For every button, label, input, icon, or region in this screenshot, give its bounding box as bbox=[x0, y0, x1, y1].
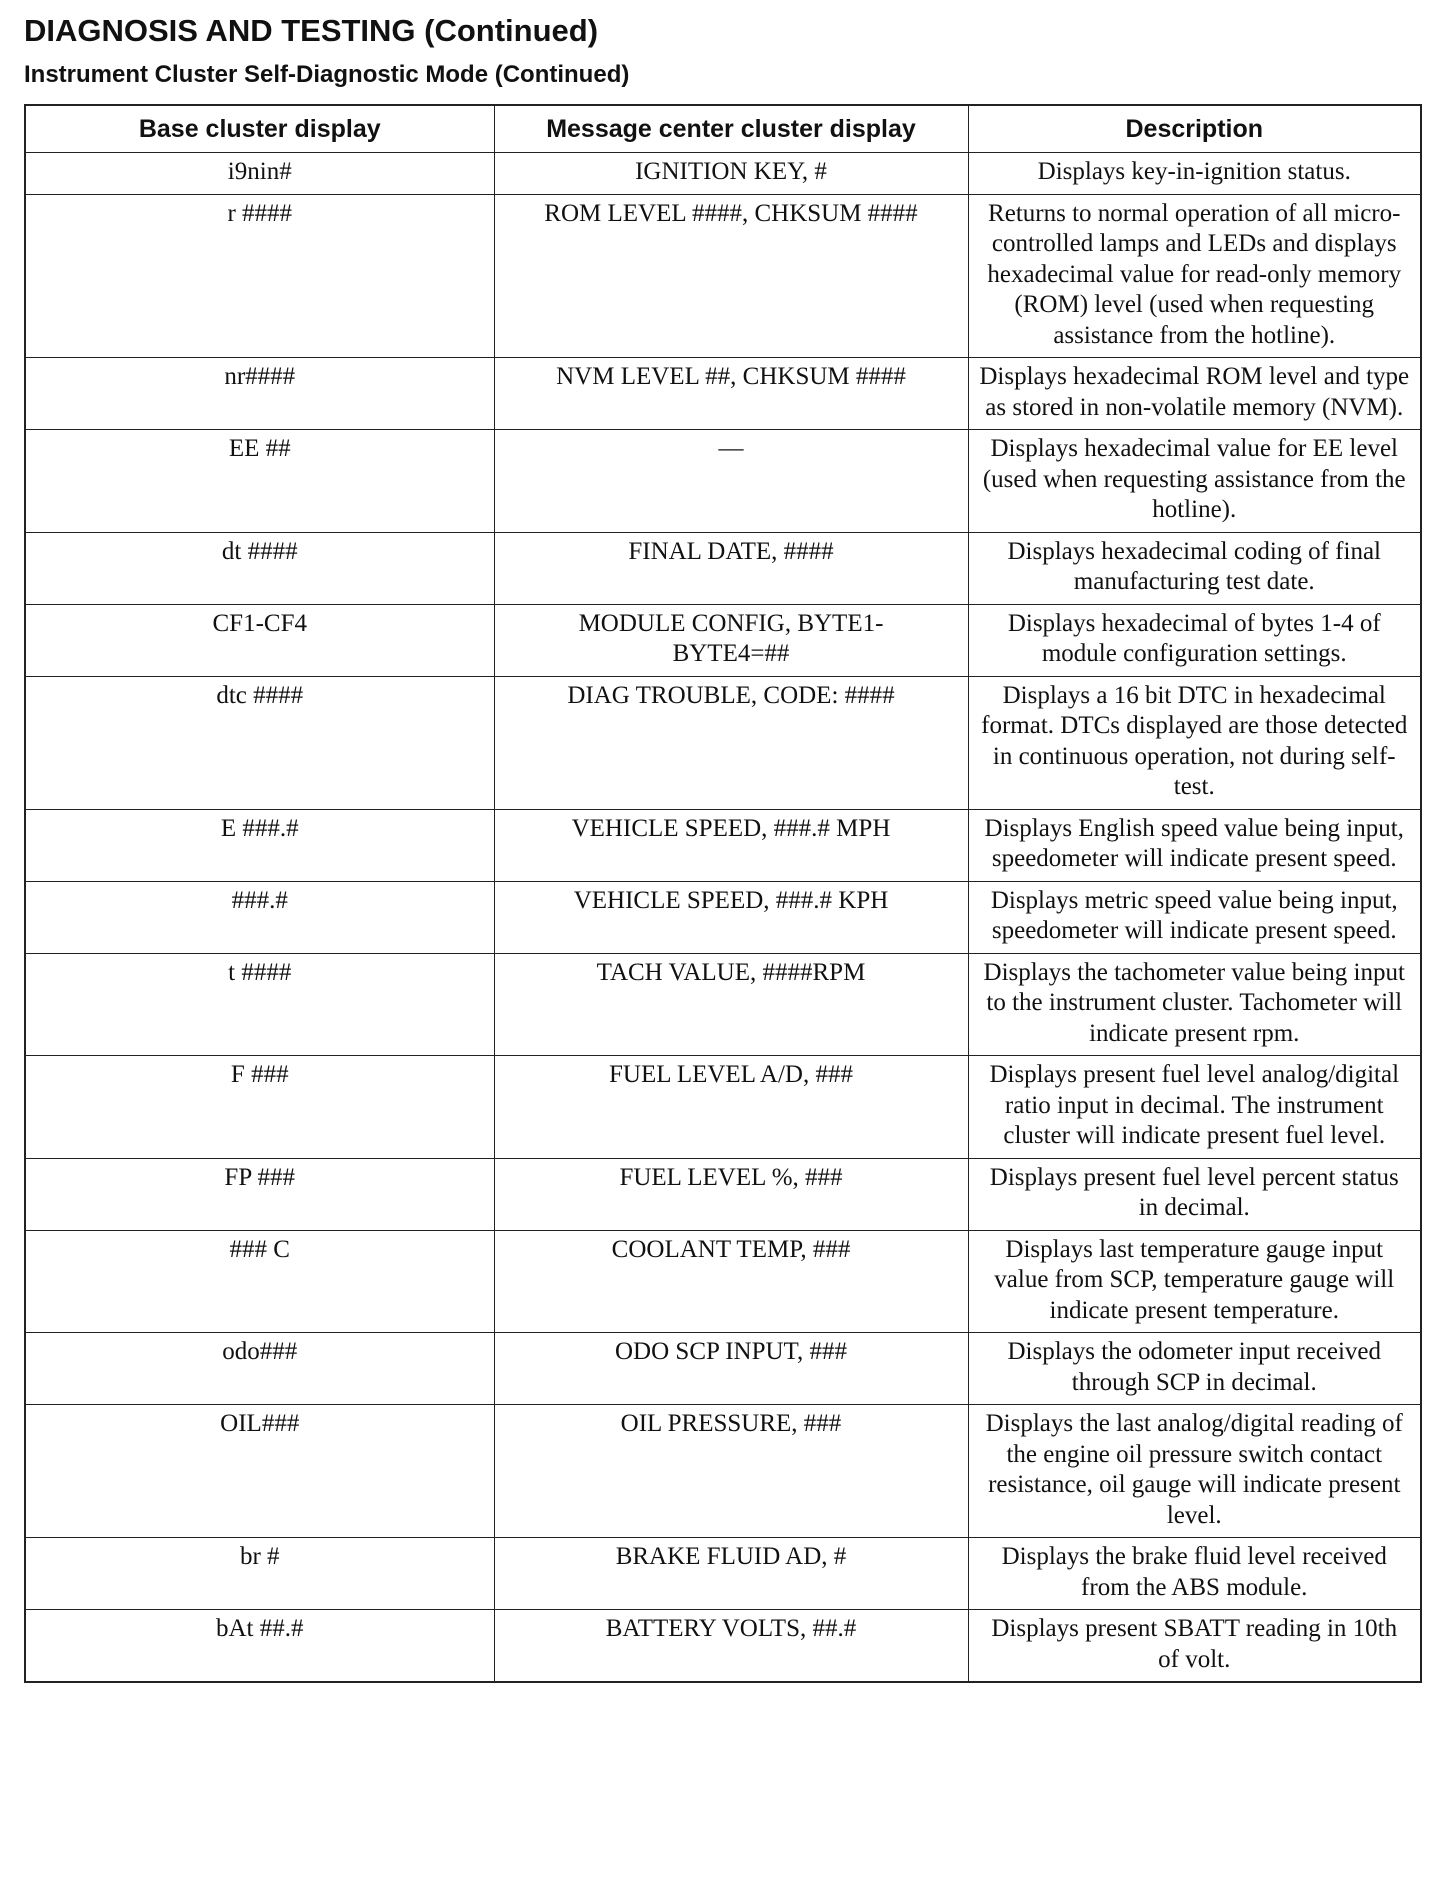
table-row bbox=[25, 1610, 1421, 1683]
cell-message-display: OIL PRESSURE, ### bbox=[494, 1405, 968, 1538]
table-header-row bbox=[25, 105, 1421, 153]
table-row bbox=[25, 1056, 1421, 1159]
cell-base-display: r #### bbox=[25, 194, 494, 358]
cell-base-display: OIL### bbox=[25, 1405, 494, 1538]
cell-message-display: TACH VALUE, ####RPM bbox=[494, 953, 968, 1056]
column-header-base: Base cluster display bbox=[25, 105, 494, 153]
cell-base-display: i9nin# bbox=[25, 153, 494, 195]
cell-message-display: FUEL LEVEL A/D, ### bbox=[494, 1056, 968, 1159]
cell-message-display: VEHICLE SPEED, ###.# KPH bbox=[494, 881, 968, 953]
cell-base-display: t #### bbox=[25, 953, 494, 1056]
cell-base-display: bAt ##.# bbox=[25, 1610, 494, 1683]
table-row bbox=[25, 430, 1421, 533]
table-row bbox=[25, 1158, 1421, 1230]
table-row bbox=[25, 1230, 1421, 1333]
cell-base-display: br # bbox=[25, 1538, 494, 1610]
cell-description: Displays hexadecimal of bytes 1-4 of module configuration settings. bbox=[968, 604, 1421, 676]
cell-message-display: ODO SCP INPUT, ### bbox=[494, 1333, 968, 1405]
table-row bbox=[25, 604, 1421, 676]
cell-description: Displays a 16 bit DTC in hexadecimal format. DTCs displayed are those detected in continuous operation, not during self-test. bbox=[968, 676, 1421, 809]
cell-description: Displays the brake fluid level received from the ABS module. bbox=[968, 1538, 1421, 1610]
column-header-description: Description bbox=[968, 105, 1421, 153]
cell-message-display: DIAG TROUBLE, CODE: #### bbox=[494, 676, 968, 809]
cell-description: Displays the odometer input received through SCP in decimal. bbox=[968, 1333, 1421, 1405]
table-row bbox=[25, 676, 1421, 809]
cell-message-display: MODULE CONFIG, BYTE1-BYTE4=## bbox=[494, 604, 968, 676]
table-row bbox=[25, 1538, 1421, 1610]
cell-description: Displays English speed value being input, speedometer will indicate present speed. bbox=[968, 809, 1421, 881]
section-subtitle: Instrument Cluster Self-Diagnostic Mode (Continued) bbox=[24, 61, 630, 88]
cell-description: Displays hexadecimal ROM level and type as stored in non-volatile memory (NVM). bbox=[968, 358, 1421, 430]
table-row bbox=[25, 153, 1421, 195]
cell-message-display: COOLANT TEMP, ### bbox=[494, 1230, 968, 1333]
table-row bbox=[25, 1333, 1421, 1405]
cell-base-display: dtc #### bbox=[25, 676, 494, 809]
cell-description: Displays last temperature gauge input value from SCP, temperature gauge will indicate present temperature. bbox=[968, 1230, 1421, 1333]
cell-description: Displays present SBATT reading in 10th of volt. bbox=[968, 1610, 1421, 1683]
cell-message-display: BRAKE FLUID AD, # bbox=[494, 1538, 968, 1610]
cell-message-display: ROM LEVEL ####, CHKSUM #### bbox=[494, 194, 968, 358]
cell-base-display: odo### bbox=[25, 1333, 494, 1405]
cell-base-display: ###.# bbox=[25, 881, 494, 953]
cell-message-display: IGNITION KEY, # bbox=[494, 153, 968, 195]
table-row bbox=[25, 881, 1421, 953]
cell-message-display: — bbox=[494, 430, 968, 533]
document-page bbox=[24, 10, 1434, 1683]
cell-base-display: F ### bbox=[25, 1056, 494, 1159]
cell-base-display: ### C bbox=[25, 1230, 494, 1333]
cell-description: Displays present fuel level analog/digital ratio input in decimal. The instrument cluster will indicate present fuel level. bbox=[968, 1056, 1421, 1159]
table-row bbox=[25, 194, 1421, 358]
table-body bbox=[25, 153, 1421, 1683]
cell-message-display: FUEL LEVEL %, ### bbox=[494, 1158, 968, 1230]
cell-message-display: BATTERY VOLTS, ##.# bbox=[494, 1610, 968, 1683]
table-row bbox=[25, 358, 1421, 430]
cell-description: Displays the last analog/digital reading of the engine oil pressure switch contact resistance, oil gauge will indicate present level. bbox=[968, 1405, 1421, 1538]
cell-description: Displays hexadecimal value for EE level (used when requesting assistance from the hotline). bbox=[968, 430, 1421, 533]
table-row bbox=[25, 1405, 1421, 1538]
column-header-message: Message center cluster display bbox=[494, 105, 968, 153]
cell-description: Displays hexadecimal coding of final manufacturing test date. bbox=[968, 532, 1421, 604]
cell-base-display: nr#### bbox=[25, 358, 494, 430]
cell-base-display: E ###.# bbox=[25, 809, 494, 881]
cell-message-display: NVM LEVEL ##, CHKSUM #### bbox=[494, 358, 968, 430]
cell-description: Displays the tachometer value being input to the instrument cluster. Tachometer will indicate present rpm. bbox=[968, 953, 1421, 1056]
cell-description: Displays present fuel level percent status in decimal. bbox=[968, 1158, 1421, 1230]
diagnostic-table bbox=[24, 104, 1422, 1683]
page-title: DIAGNOSIS AND TESTING (Continued) bbox=[24, 13, 599, 48]
cell-base-display: CF1-CF4 bbox=[25, 604, 494, 676]
cell-description: Returns to normal operation of all micro-controlled lamps and LEDs and displays hexadecimal value for read-only memory (ROM) level (used when requesting assistance from the hotline). bbox=[968, 194, 1421, 358]
cell-base-display: FP ### bbox=[25, 1158, 494, 1230]
cell-message-display: FINAL DATE, #### bbox=[494, 532, 968, 604]
table-row bbox=[25, 532, 1421, 604]
cell-description: Displays key-in-ignition status. bbox=[968, 153, 1421, 195]
cell-base-display: dt #### bbox=[25, 532, 494, 604]
table-row bbox=[25, 953, 1421, 1056]
cell-message-display: VEHICLE SPEED, ###.# MPH bbox=[494, 809, 968, 881]
cell-description: Displays metric speed value being input, speedometer will indicate present speed. bbox=[968, 881, 1421, 953]
cell-base-display: EE ## bbox=[25, 430, 494, 533]
table-row bbox=[25, 809, 1421, 881]
